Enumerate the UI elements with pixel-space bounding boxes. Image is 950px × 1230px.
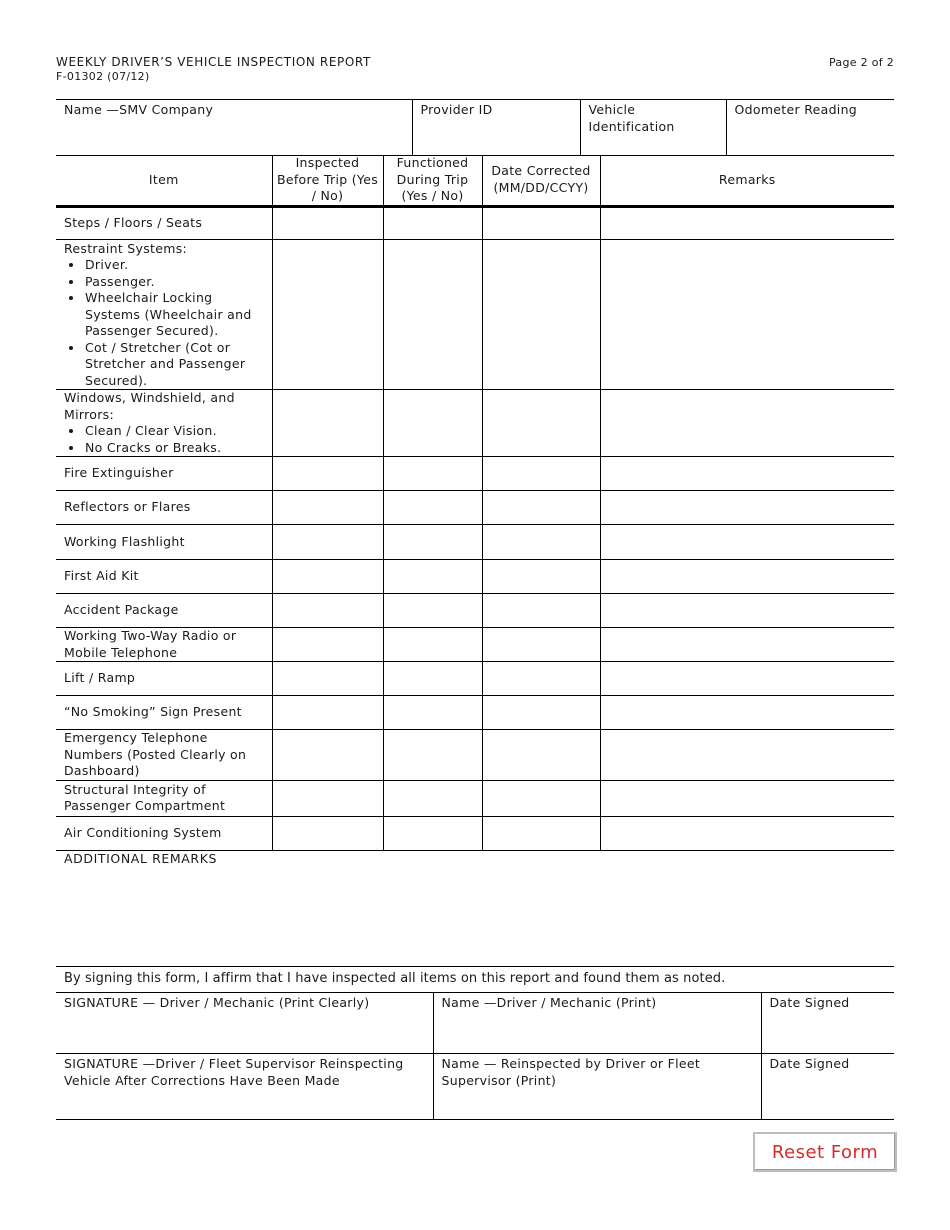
driver-signature-field[interactable]: SIGNATURE — Driver / Mechanic (Print Clearly) [56, 993, 433, 1054]
remarks-cell[interactable] [600, 780, 894, 816]
inspected-cell[interactable] [272, 491, 383, 525]
item-label: Lift / Ramp [56, 662, 272, 696]
reset-form-button[interactable]: Reset Form [753, 1132, 897, 1172]
inspected-cell[interactable] [272, 780, 383, 816]
inspected-cell[interactable] [272, 594, 383, 628]
functioned-cell[interactable] [383, 491, 482, 525]
inspected-cell[interactable] [272, 816, 383, 850]
supervisor-signature-field[interactable]: SIGNATURE —Driver / Fleet Supervisor Reinspecting Vehicle After Corrections Have Been Made [56, 1054, 433, 1120]
inspected-cell[interactable] [272, 662, 383, 696]
item-label: Steps / Floors / Seats [56, 206, 272, 239]
functioned-cell[interactable] [383, 525, 482, 560]
inspection-table [56, 155, 894, 851]
date-corrected-cell[interactable] [482, 206, 600, 239]
col-inspected: Inspected Before Trip (Yes / No) [272, 155, 383, 206]
table-row [56, 560, 894, 594]
inspected-cell[interactable] [272, 628, 383, 662]
col-remarks: Remarks [600, 155, 894, 206]
functioned-cell[interactable] [383, 390, 482, 457]
provider-id-field[interactable]: Provider ID [412, 100, 580, 156]
date-corrected-cell[interactable] [482, 525, 600, 560]
functioned-cell[interactable] [383, 594, 482, 628]
date-corrected-cell[interactable] [482, 816, 600, 850]
date-corrected-cell[interactable] [482, 457, 600, 491]
remarks-cell[interactable] [600, 239, 894, 390]
table-row [56, 628, 894, 662]
item-label [56, 239, 272, 390]
bullet-item: • Passenger. [84, 274, 268, 291]
inspected-cell[interactable] [272, 206, 383, 239]
table-row [56, 491, 894, 525]
vehicle-identification-field[interactable]: Vehicle Identification [580, 100, 726, 156]
bullet-item: • Driver. [84, 257, 268, 274]
inspected-cell[interactable] [272, 239, 383, 390]
date-corrected-cell[interactable] [482, 560, 600, 594]
item-label: Accident Package [56, 594, 272, 628]
remarks-cell[interactable] [600, 491, 894, 525]
functioned-cell[interactable] [383, 696, 482, 730]
inspected-cell[interactable] [272, 696, 383, 730]
name-smv-company-field[interactable]: Name —SMV Company [56, 100, 412, 156]
functioned-cell[interactable] [383, 628, 482, 662]
odometer-reading-field[interactable]: Odometer Reading [726, 100, 894, 156]
bullet-item: • Wheelchair Locking Systems (Wheelchair and Passenger Secured). [84, 290, 268, 340]
inspected-cell[interactable] [272, 730, 383, 781]
table-row [56, 239, 894, 390]
functioned-cell[interactable] [383, 780, 482, 816]
functioned-cell[interactable] [383, 816, 482, 850]
functioned-cell[interactable] [383, 457, 482, 491]
remarks-cell[interactable] [600, 696, 894, 730]
remarks-cell[interactable] [600, 628, 894, 662]
col-functioned: Functioned During Trip (Yes / No) [383, 155, 482, 206]
remarks-cell[interactable] [600, 390, 894, 457]
col-item: Item [148, 171, 179, 187]
functioned-cell[interactable] [383, 239, 482, 390]
remarks-cell[interactable] [600, 206, 894, 239]
table-row [56, 662, 894, 696]
date-signed-field[interactable]: Date Signed [761, 993, 894, 1054]
remarks-cell[interactable] [600, 662, 894, 696]
item-label: Working Flashlight [56, 525, 272, 560]
table-row [56, 390, 894, 457]
additional-remarks-label: ADDITIONAL REMARKS [64, 851, 218, 866]
date-corrected-cell[interactable] [482, 628, 600, 662]
remarks-cell[interactable] [600, 457, 894, 491]
driver-name-field[interactable]: Name —Driver / Mechanic (Print) [433, 993, 761, 1054]
remarks-cell[interactable] [600, 816, 894, 850]
bullet-item: • No Cracks or Breaks. [84, 440, 268, 457]
table-row [56, 696, 894, 730]
affirmation-text: By signing this form, I affirm that I have inspected all items on this report and found them as noted. [64, 971, 726, 986]
reinspected-name-field[interactable]: Name — Reinspected by Driver or Fleet Supervisor (Print) [433, 1054, 761, 1120]
functioned-cell[interactable] [383, 206, 482, 239]
functioned-cell[interactable] [383, 560, 482, 594]
item-label: Structural Integrity of Passenger Compartment [56, 780, 272, 816]
bullet-item: • Clean / Clear Vision. [84, 423, 268, 440]
inspected-cell[interactable] [272, 390, 383, 457]
remarks-cell[interactable] [600, 525, 894, 560]
item-label: “No Smoking” Sign Present [56, 696, 272, 730]
date-corrected-cell[interactable] [482, 662, 600, 696]
functioned-cell[interactable] [383, 730, 482, 781]
remarks-cell[interactable] [600, 560, 894, 594]
item-label [56, 390, 272, 457]
remarks-cell[interactable] [600, 594, 894, 628]
form-code: F-01302 (07/12) [56, 70, 150, 83]
date-corrected-cell[interactable] [482, 491, 600, 525]
functioned-cell[interactable] [383, 662, 482, 696]
table-row [56, 730, 894, 781]
date-corrected-cell[interactable] [482, 239, 600, 390]
inspected-cell[interactable] [272, 457, 383, 491]
reinspect-date-signed-field[interactable]: Date Signed [761, 1054, 894, 1120]
table-row [56, 457, 894, 491]
table-row [56, 816, 894, 850]
date-corrected-cell[interactable] [482, 730, 600, 781]
info-table [56, 99, 894, 156]
bullet-item: • Cot / Stretcher (Cot or Stretcher and Passenger Secured). [84, 340, 268, 390]
date-corrected-cell[interactable] [482, 780, 600, 816]
date-corrected-cell[interactable] [482, 594, 600, 628]
signature-table [56, 992, 894, 1120]
remarks-cell[interactable] [600, 730, 894, 781]
item-label: Reflectors or Flares [56, 491, 272, 525]
col-date-corrected: Date Corrected (MM/DD/CCYY) [482, 155, 600, 206]
form-title: WEEKLY DRIVER’S VEHICLE INSPECTION REPORT [56, 55, 371, 69]
table-row [56, 206, 894, 239]
table-row [56, 780, 894, 816]
date-corrected-cell[interactable] [482, 390, 600, 457]
item-label: Emergency Telephone Numbers (Posted Clearly on Dashboard) [56, 730, 272, 781]
restraint-label: Restraint Systems: [64, 240, 188, 256]
page-number: Page 2 of 2 [828, 56, 894, 69]
inspected-cell[interactable] [272, 560, 383, 594]
date-corrected-cell[interactable] [482, 696, 600, 730]
item-label: Air Conditioning System [56, 816, 272, 850]
item-label: Working Two-Way Radio or Mobile Telephone [56, 628, 272, 662]
inspected-cell[interactable] [272, 525, 383, 560]
table-row [56, 525, 894, 560]
item-label: First Aid Kit [56, 560, 272, 594]
windows-label: Windows, Windshield, and Mirrors: [64, 390, 235, 422]
divider [56, 966, 894, 967]
item-label: Fire Extinguisher [56, 457, 272, 491]
table-row [56, 594, 894, 628]
